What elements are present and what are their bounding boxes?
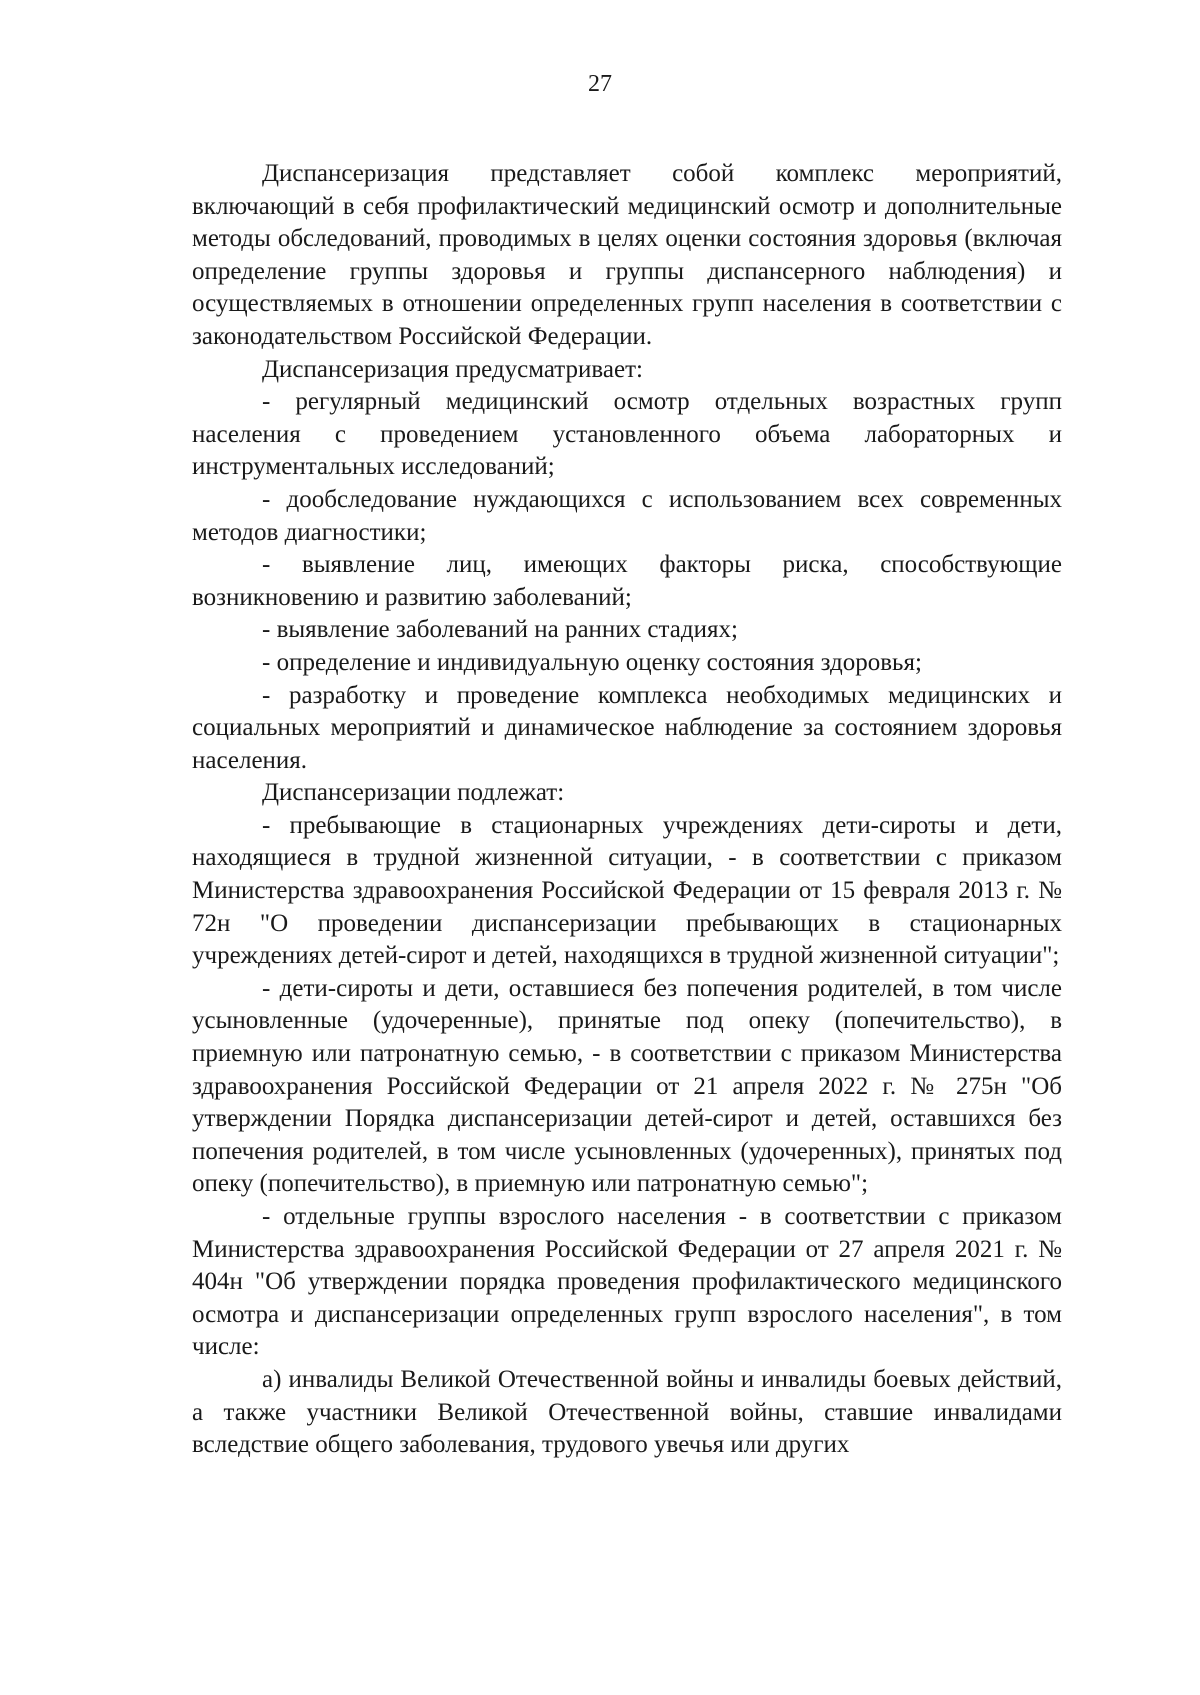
list-item: - пребывающие в стационарных учреждениях дети-сироты и дети, находящиеся в трудной жизненной ситуации, - в соответствии с приказом Министерства здравоохранения Российской Федерации от 15 февраля 2013 г. № 72н "О проведении диспансеризации пребывающих в стационарных учреждениях детей-сирот и детей, находящихся в трудной жизненной ситуации"; [192, 811, 1062, 970]
paragraph-subject-heading: Диспансеризации подлежат: [262, 779, 565, 807]
paragraph-definition: Диспансеризация представляет собой комплекс мероприятий, включающий в себя профилактический медицинский осмотр и дополнительные методы обследований, проводимых в целях оценки состояния здоровья (включая определение группы здоровья и группы диспансерного наблюдения) и осуществляемых в отношении определенных групп населения в соответствии с законодательством Российской Федерации. [192, 160, 1062, 350]
list-item: - отдельные группы взрослого населения - в соответствии с приказом Министерства здравоохранения Российской Федерации от 27 апреля 2021 г. № 404н "Об утверждении порядка проведения профилактического медицинского осмотра и диспансеризации определенных групп взрослого населения", в том числе: [192, 1203, 1062, 1361]
page-number: 27 [588, 71, 612, 97]
list-item: - регулярный медицинский осмотр отдельных возрастных групп населения с проведением установленного объема лабораторных и инструментальных исследований; [192, 388, 1062, 481]
list-item: - дети-сироты и дети, оставшиеся без попечения родителей, в том числе усыновленные (удочеренные), принятые под опеку (попечительство), в приемную или патронатную семью, - в соответствии с приказом Министерства здравоохранения Российской Федерации от 21 апреля 2022 г. № 275н "Об утверждении Порядка диспансеризации детей-сирот и детей, оставшихся без попечения родителей, в том числе усыновленных (удочеренных), принятых под опеку (попечительство), в приемную или патронатную семью"; [192, 974, 1062, 1198]
list-item: - определение и индивидуальную оценку состояния здоровья; [262, 648, 922, 676]
paragraph-provides-heading: Диспансеризация предусматривает: [262, 355, 643, 383]
list-item: - выявление заболеваний на ранних стадиях; [262, 616, 738, 644]
list-item: а) инвалиды Великой Отечественной войны и инвалиды боевых действий, а также участники Великой Отечественной войны, ставшие инвалидами вследствие общего заболевания, трудового увечья или других [192, 1365, 1062, 1459]
list-item: - дообследование нуждающихся с использованием всех современных методов диагностики; [192, 485, 1062, 546]
list-item: - выявление лиц, имеющих факторы риска, способствующие возникновению и развитию заболеваний; [192, 551, 1062, 611]
document-body [192, 158, 1062, 1462]
list-item: - разработку и проведение комплекса необходимых медицинских и социальных мероприятий и динамическое наблюдение за состоянием здоровья населения. [192, 681, 1062, 774]
